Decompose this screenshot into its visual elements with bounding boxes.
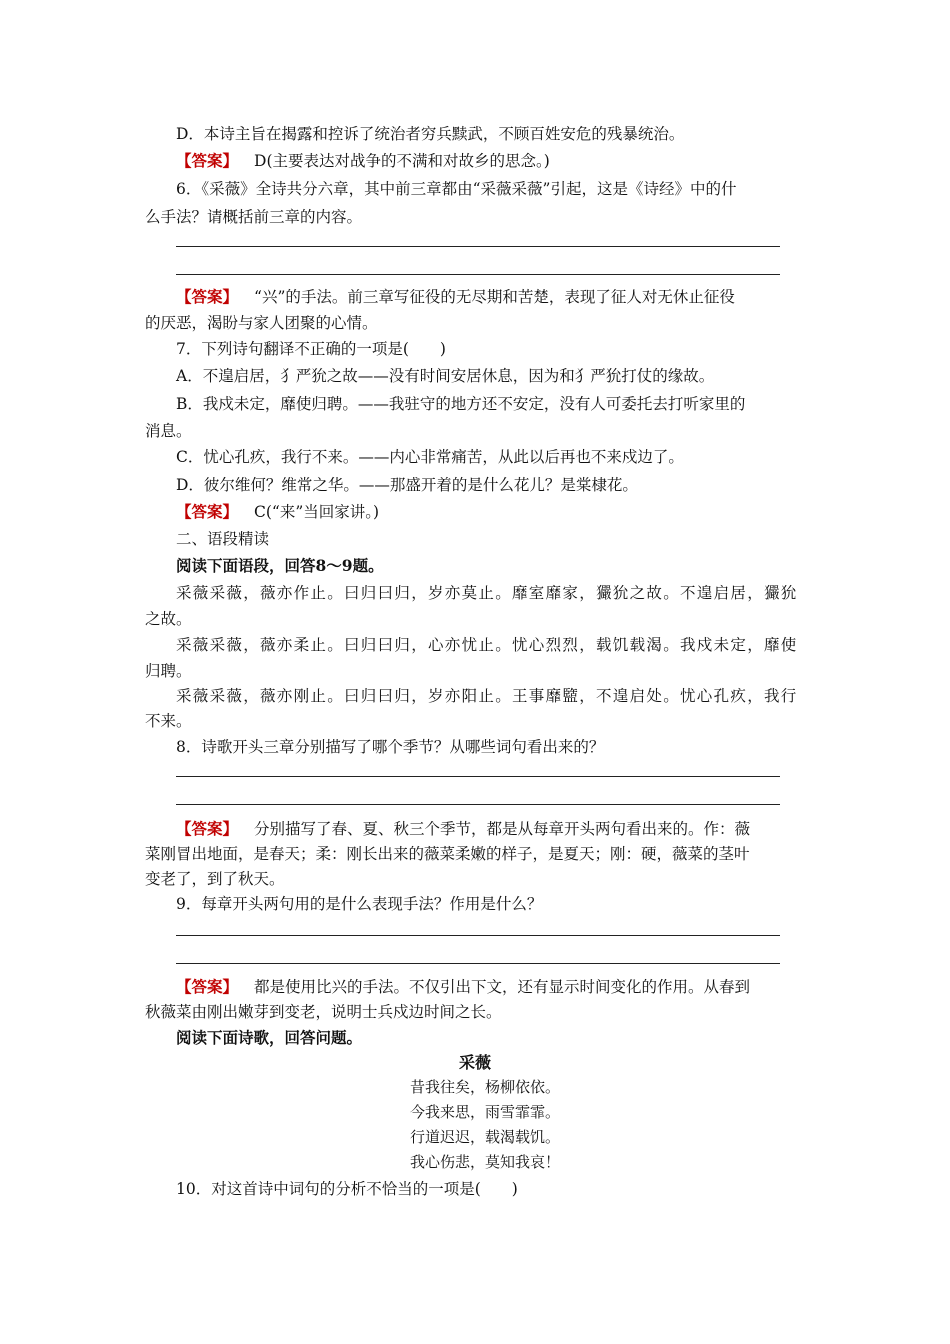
answer-blank-line [176, 274, 780, 275]
q7-option-b-line-1: B．我戍未定，靡使归聘。——我驻守的地方还不安定，没有人可委托去打听家里的 [176, 395, 746, 413]
q7-option-b-line-2: 消息。 [145, 422, 192, 440]
poem-line: 我心伤悲，莫知我哀！ [409, 1153, 560, 1171]
q7-option-c: C．忧心孔疚，我行不来。——内心非常痛苦，从此以后再也不来戍边了。 [176, 448, 684, 466]
q8-answer-line-3: 变老了，到了秋天。 [145, 870, 285, 888]
answer-tag: 【答案】 [176, 977, 239, 996]
q5-option-d: D．本诗主旨在揭露和控诉了统治者穷兵黩武，不顾百姓安危的残暴统治。 [176, 125, 685, 143]
answer-blank-line [176, 804, 780, 805]
answer-text: 分别描写了春、夏、秋三个季节，都是从每章开头两句看出来的。作：薇 [254, 820, 751, 838]
passage-para-3-line-1: 采薇采薇，薇亦刚止。曰归曰归，岁亦阳止。王事靡盬，不遑启处。忧心孔疚，我行 [176, 687, 798, 705]
q6-question-line-2: 么手法？请概括前三章的内容。 [145, 208, 363, 226]
poem-line: 行道迟迟，载渴载饥。 [409, 1128, 560, 1146]
passage-para-2-line-1: 采薇采薇，薇亦柔止。曰归曰归，心亦忧止。忧心烈烈，载饥载渴。我戍未定，靡使 [176, 636, 798, 654]
poem-instruction: 阅读下面诗歌，回答问题。 [176, 1028, 363, 1047]
q9-answer-line-2: 秋薇菜由刚出嫩芽到变老，说明士兵戍边时间之长。 [145, 1003, 502, 1021]
poem-line: 今我来思，雨雪霏霏。 [409, 1103, 560, 1121]
q8-question: 8．诗歌开头三章分别描写了哪个季节？从哪些词句看出来的？ [176, 738, 605, 756]
answer-tag: 【答案】 [176, 151, 239, 170]
section-heading: 二、语段精读 [176, 530, 270, 548]
q6-answer-line-2: 的厌恶，渴盼与家人团聚的心情。 [145, 314, 378, 332]
passage-para-1-line-2: 之故。 [145, 610, 192, 628]
passage-para-1-line-1: 采薇采薇，薇亦作止。曰归曰归，岁亦莫止。靡室靡家，玁狁之故。不遑启居，玁狁 [176, 584, 798, 602]
answer-blank-line [176, 246, 780, 247]
q6-question-line-1: 6．《采薇》全诗共分六章，其中前三章都由“采薇采薇”引起，这是《诗经》中的什 [176, 180, 737, 198]
q7-answer [176, 502, 810, 522]
passage-para-3-line-2: 不来。 [145, 712, 192, 730]
q6-answer-line-1 [176, 287, 810, 307]
q9-question: 9．每章开头两句用的是什么表现手法？作用是什么？ [176, 895, 543, 913]
poem-line: 昔我往矣，杨柳依依。 [409, 1078, 560, 1096]
answer-blank-line [176, 963, 780, 964]
passage-para-2-line-2: 归聘。 [145, 662, 192, 680]
q9-answer-line-1 [176, 977, 810, 997]
poem-title: 采薇 [458, 1053, 491, 1072]
answer-tag: 【答案】 [176, 502, 239, 521]
answer-text: 都是使用比兴的手法。不仅引出下文，还有显示时间变化的作用。从春到 [254, 978, 751, 996]
q10-question: 10．对这首诗中词句的分析不恰当的一项是( ) [176, 1180, 518, 1198]
answer-text: “兴”的手法。前三章写征役的无尽期和苦楚，表现了征人对无休止征役 [254, 288, 735, 306]
answer-text: D(主要表达对战争的不满和对故乡的思念。) [254, 152, 550, 170]
q7-question: 7．下列诗句翻译不正确的一项是( ) [176, 340, 446, 358]
q7-option-d: D．彼尔维何？维常之华。——那盛开着的是什么花儿？是棠棣花。 [176, 476, 638, 494]
q8-answer-line-1 [176, 819, 810, 839]
answer-text: C(“来”当回家讲。) [254, 503, 380, 521]
answer-tag: 【答案】 [176, 819, 239, 838]
answer-tag: 【答案】 [176, 287, 239, 306]
q5-answer [176, 151, 810, 171]
answer-blank-line [176, 776, 780, 777]
q8-answer-line-2: 菜刚冒出地面，是春天；柔：刚长出来的薇菜柔嫩的样子，是夏天；刚：硬，薇菜的茎叶 [145, 845, 750, 863]
q7-option-a: A．不遑启居，犭严狁之故——没有时间安居休息，因为和犭严狁打仗的缘故。 [176, 367, 715, 385]
section-instruction: 阅读下面语段，回答8～9题。 [176, 556, 384, 575]
answer-blank-line [176, 935, 780, 936]
